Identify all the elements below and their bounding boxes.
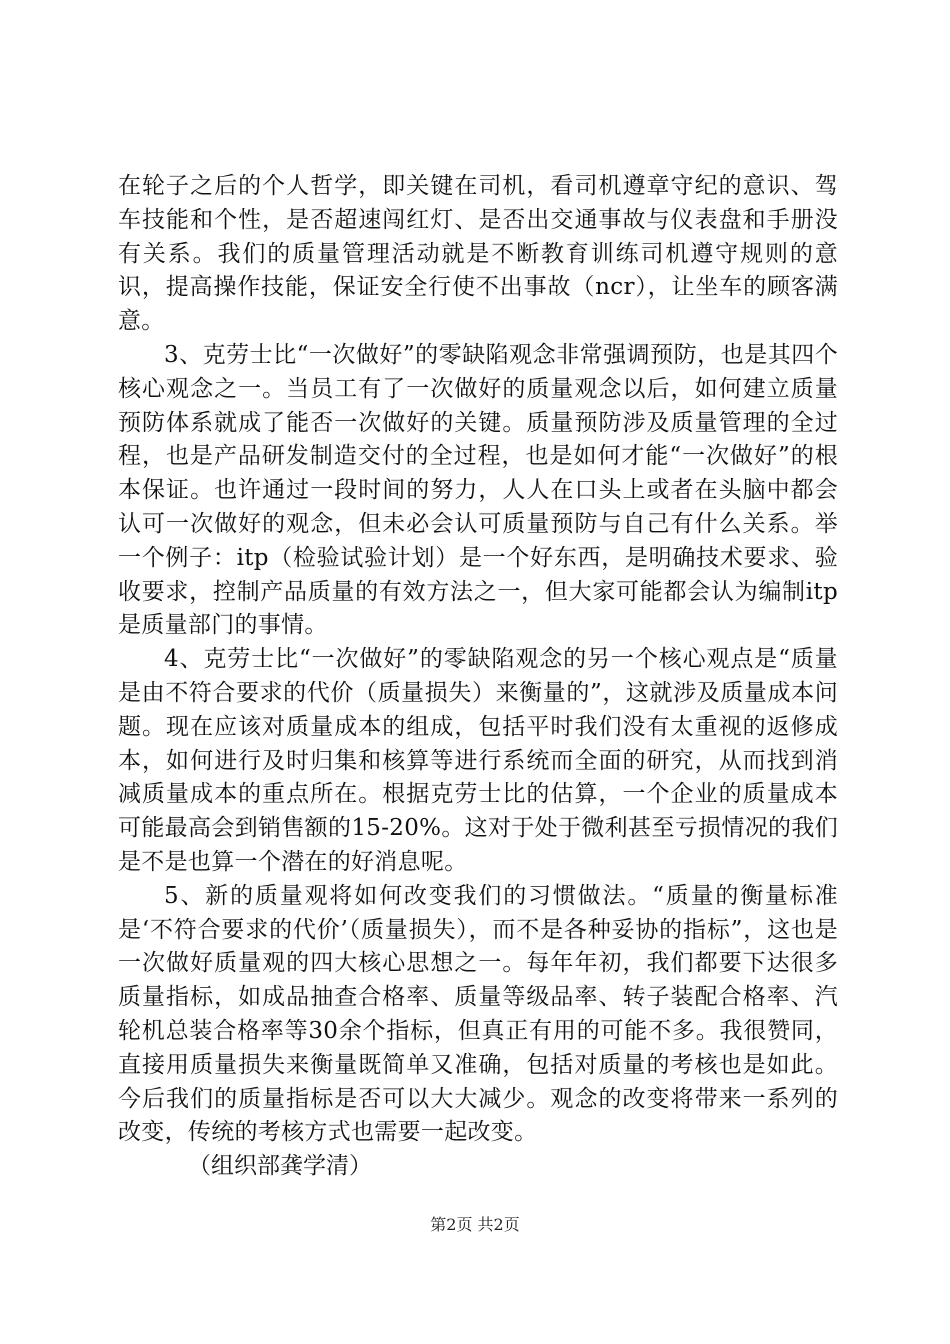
paragraph-4: 4、克劳士比“一次做好”的零缺陷观念的另一个核心观点是“质量是由不符合要求的代价（质量损失）来衡量的”，这就涉及质量成本问题。现在应该对质量成本的组成，包括平时我们没有太重视的返修成本，如何进行及时归集和核算等进行系统而全面的研究，从而找到消减质量成本的重点所在。根据克劳士比的估算，一个企业的质量成本可能最高会到销售额的15-20%。这对于处于微利甚至亏损情况的我们是不是也算一个潜在的好消息呢。 bbox=[118, 646, 838, 875]
author-signature: （组织部龚学清） bbox=[188, 1153, 372, 1180]
page-footer: 第2页 共2页 bbox=[430, 1215, 520, 1234]
paragraph-continuation: 在轮子之后的个人哲学，即关键在司机，看司机遵章守纪的意识、驾车技能和个性，是否超速闯红灯、是否出交通事故与仪表盘和手册没有关系。我们的质量管理活动就是不断教育训练司机遵守规则的意识，提高操作技能，保证安全行使不出事故（ncr），让坐车的顾客满意。 bbox=[118, 173, 838, 335]
paragraph-5: 5、新的质量观将如何改变我们的习惯做法。“质量的衡量标准是‘不符合要求的代价’（质量损失），而不是各种妥协的指标”，这也是一次做好质量观的四大核心思想之一。每年年初，我们都要下达很多质量指标，如成品抽查合格率、质量等级品率、转子装配合格率、汽轮机总装合格率等30余个指标，但真正有用的可能不多。我很赞同，直接用质量损失来衡量既简单又准确，包括对质量的考核也是如此。今后我们的质量指标是否可以大大减少。观念的改变将带来一系列的改变，传统的考核方式也需要一起改变。 bbox=[118, 882, 838, 1146]
document-body bbox=[118, 170, 838, 1184]
paragraph-3: 3、克劳士比“一次做好”的零缺陷观念非常强调预防，也是其四个核心观念之一。当员工有了一次做好的质量观念以后，如何建立质量预防体系就成了能否一次做好的关键。质量预防涉及质量管理的全过程，也是产品研发制造交付的全过程，也是如何才能“一次做好”的根本保证。也许通过一段时间的努力，人人在口头上或者在头脑中都会认可一次做好的观念，但未必会认可质量预防与自己有什么关系。举一个例子：itp（检验试验计划）是一个好东西，是明确技术要求、验收要求，控制产品质量的有效方法之一，但大家可能都会认为编制itp是质量部门的事情。 bbox=[118, 341, 838, 639]
